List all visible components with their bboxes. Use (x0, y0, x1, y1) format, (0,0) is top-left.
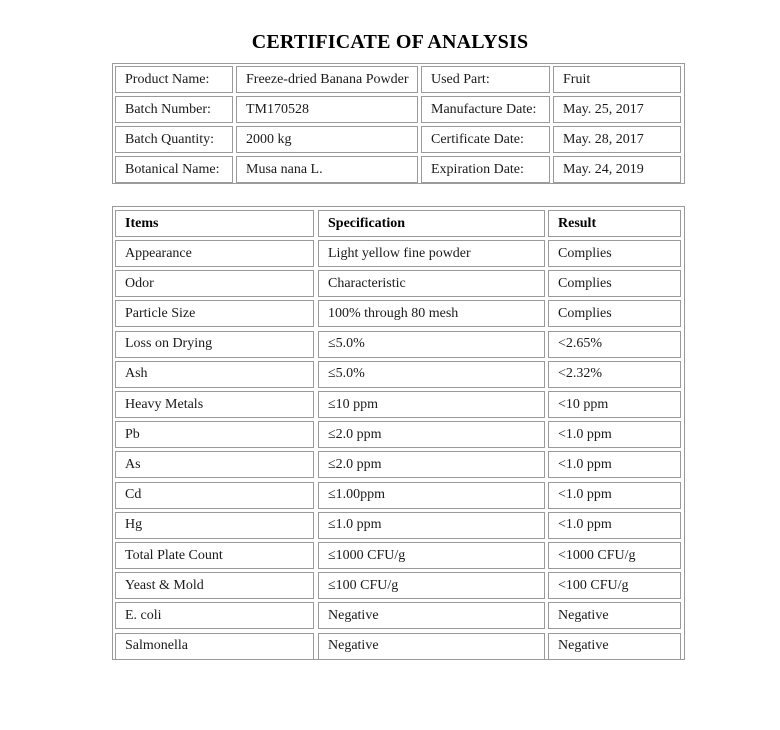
row-result-cell: <10 ppm (548, 391, 681, 418)
row-item-cell: Cd (115, 482, 314, 509)
info-label-cell: Expiration Date: (421, 156, 550, 183)
row-item-cell: Heavy Metals (115, 391, 314, 418)
row-specification-cell: Characteristic (318, 270, 545, 297)
row-specification-cell: ≤10 ppm (318, 391, 545, 418)
row-specification-cell: ≤1000 CFU/g (318, 542, 545, 569)
info-label-cell: Batch Number: (115, 96, 233, 123)
row-result-cell: Complies (548, 300, 681, 327)
row-result-cell: <1.0 ppm (548, 512, 681, 539)
info-value-cell: May. 28, 2017 (553, 126, 681, 153)
row-specification-cell: ≤100 CFU/g (318, 572, 545, 599)
info-label-cell: Manufacture Date: (421, 96, 550, 123)
info-value-cell: Musa nana L. (236, 156, 418, 183)
info-label-cell: Used Part: (421, 66, 550, 93)
row-result-cell: <2.65% (548, 331, 681, 358)
row-result-cell: Complies (548, 240, 681, 267)
row-item-cell: Total Plate Count (115, 542, 314, 569)
row-specification-cell: ≤5.0% (318, 361, 545, 388)
info-value-cell: Freeze-dried Banana Powder (236, 66, 418, 93)
info-value-cell: May. 24, 2019 (553, 156, 681, 183)
info-value-cell: TM170528 (236, 96, 418, 123)
row-specification-cell: Negative (318, 602, 545, 629)
info-value-cell: Fruit (553, 66, 681, 93)
row-item-cell: Pb (115, 421, 314, 448)
row-result-cell: <1.0 ppm (548, 482, 681, 509)
row-item-cell: Ash (115, 361, 314, 388)
info-label-cell: Botanical Name: (115, 156, 233, 183)
row-specification-cell: Light yellow fine powder (318, 240, 545, 267)
row-item-cell: Hg (115, 512, 314, 539)
row-item-cell: Appearance (115, 240, 314, 267)
row-result-cell: <100 CFU/g (548, 572, 681, 599)
row-result-cell: Negative (548, 602, 681, 629)
row-specification-cell: 100% through 80 mesh (318, 300, 545, 327)
row-item-cell: Loss on Drying (115, 331, 314, 358)
info-value-cell: May. 25, 2017 (553, 96, 681, 123)
info-label-cell: Certificate Date: (421, 126, 550, 153)
row-result-cell: Negative (548, 633, 681, 660)
row-item-cell: As (115, 451, 314, 478)
header-specification: Specification (318, 210, 545, 237)
product-info-table (112, 63, 685, 184)
row-item-cell: Salmonella (115, 633, 314, 660)
row-specification-cell: ≤1.0 ppm (318, 512, 545, 539)
info-label-cell: Batch Quantity: (115, 126, 233, 153)
info-value-cell: 2000 kg (236, 126, 418, 153)
info-label-cell: Product Name: (115, 66, 233, 93)
row-specification-cell: ≤2.0 ppm (318, 421, 545, 448)
row-specification-cell: ≤2.0 ppm (318, 451, 545, 478)
header-item: Items (115, 210, 314, 237)
analysis-results-table (112, 206, 685, 660)
page-title: CERTIFICATE OF ANALYSIS (251, 31, 529, 53)
row-item-cell: Particle Size (115, 300, 314, 327)
header-result: Result (548, 210, 681, 237)
row-item-cell: Odor (115, 270, 314, 297)
row-result-cell: <1.0 ppm (548, 451, 681, 478)
row-result-cell: <2.32% (548, 361, 681, 388)
row-item-cell: E. coli (115, 602, 314, 629)
row-result-cell: <1.0 ppm (548, 421, 681, 448)
row-result-cell: <1000 CFU/g (548, 542, 681, 569)
row-result-cell: Complies (548, 270, 681, 297)
row-specification-cell: Negative (318, 633, 545, 660)
row-item-cell: Yeast & Mold (115, 572, 314, 599)
row-specification-cell: ≤5.0% (318, 331, 545, 358)
row-specification-cell: ≤1.00ppm (318, 482, 545, 509)
